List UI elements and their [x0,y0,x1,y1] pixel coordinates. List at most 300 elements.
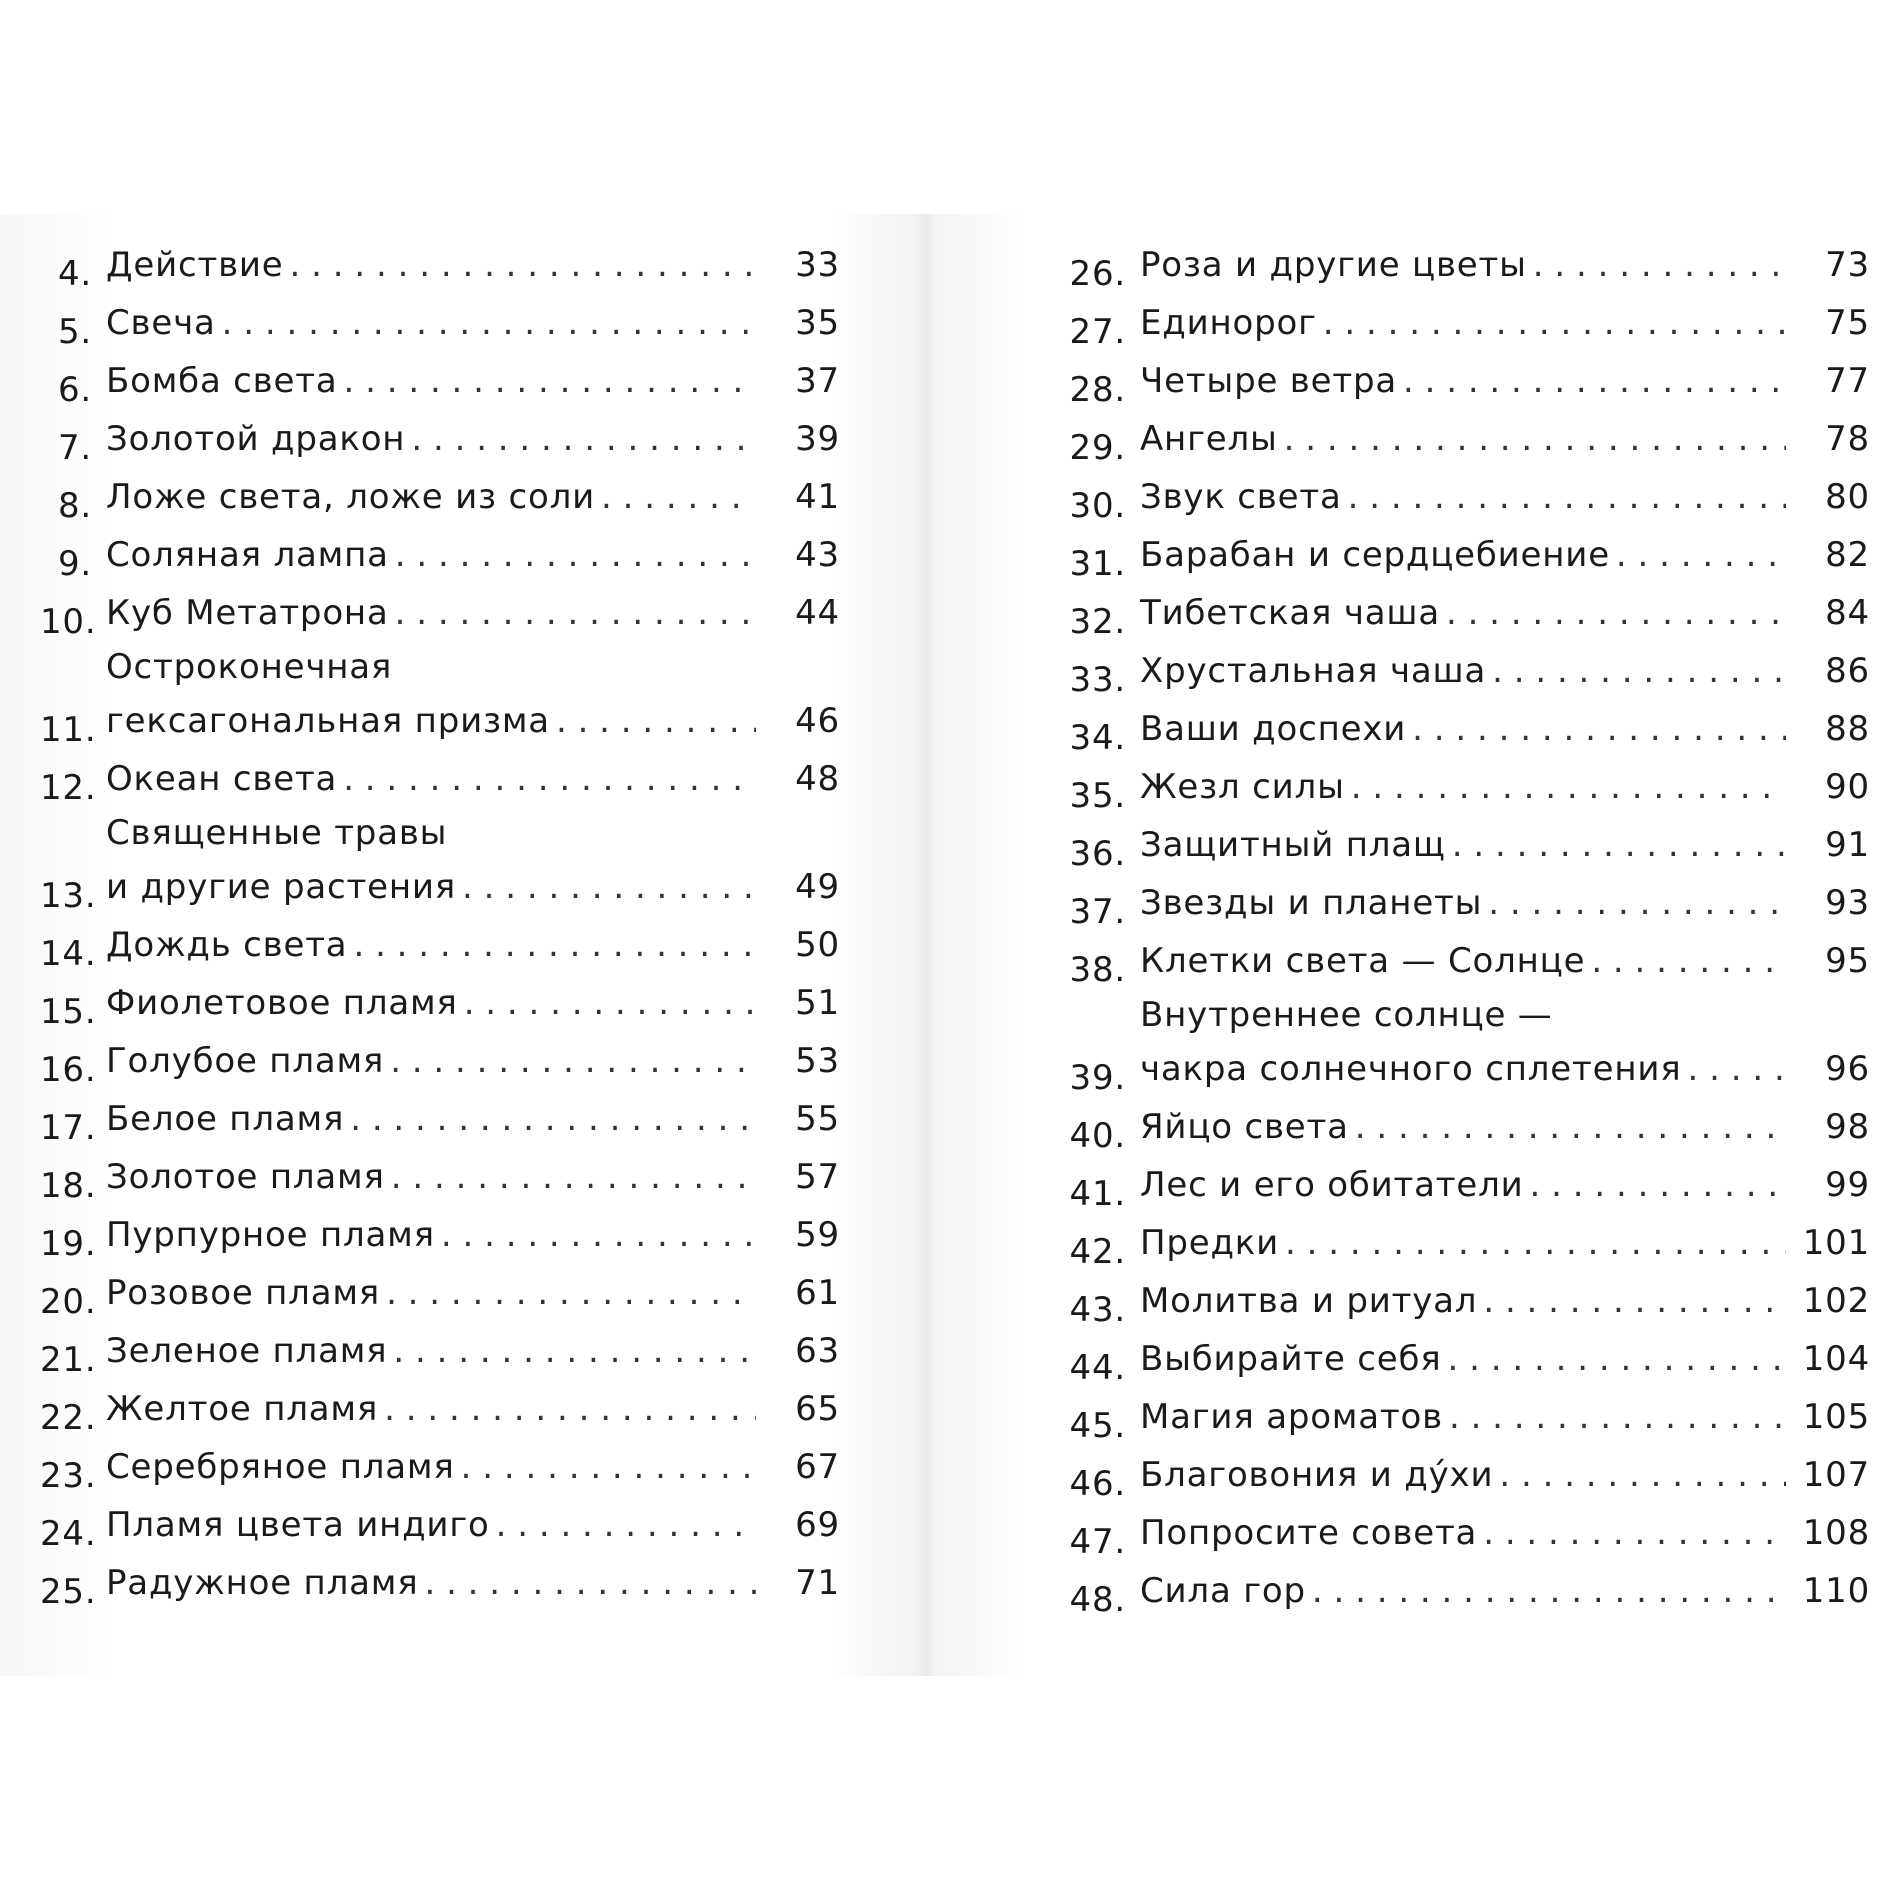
entry-title: Хрустальная чаша [1140,651,1487,691]
toc-entry [1060,1562,1870,1620]
dot-leader [395,526,756,584]
entry-title: Ангелы [1140,419,1278,459]
entry-title: Океан света [106,759,338,799]
entry-title-first-line: Внутреннее солнце — [1140,995,1553,1035]
entry-title-line [106,1322,840,1380]
entry-page-number: 49 [795,867,840,907]
dot-leader [464,974,756,1032]
entry-body [1140,1098,1870,1156]
toc-entry [40,1264,840,1322]
entry-title-line [106,974,840,1032]
toc-entry [1060,1098,1870,1156]
entry-title-line [1140,1098,1870,1156]
dot-leader [222,294,756,352]
entry-number: 27. [1069,312,1126,352]
dot-leader [1688,1040,1786,1098]
entry-title-line [1140,410,1870,468]
dot-leader [1483,1504,1786,1562]
entry-number: 33. [1069,660,1126,700]
toc-entry [40,1148,840,1206]
toc-entry [40,236,840,294]
dot-leader [1591,932,1786,990]
entry-body [106,750,840,808]
entry-title-line [1140,1562,1870,1620]
entry-page-number: 86 [1825,651,1870,691]
entry-body [106,410,840,468]
entry-title: чакра солнечного сплетения [1140,1049,1682,1089]
entry-title-line [106,1090,840,1148]
entry-title-line [1140,1504,1870,1562]
entry-page-number: 33 [795,245,840,285]
toc-entry [1060,584,1870,642]
entry-number: 29. [1069,428,1126,468]
entry-page-number: 50 [795,925,840,965]
entry-page-number: 75 [1825,303,1870,343]
entry-title-line [1140,1330,1870,1388]
dot-leader [390,1032,756,1090]
entry-title: Пурпурное пламя [106,1215,435,1255]
entry-body [106,808,840,916]
entry-body [1140,352,1870,410]
entry-body [1140,1446,1870,1504]
entry-title: Зеленое пламя [106,1331,388,1371]
entry-body [106,526,840,584]
entry-title-first-line: Остроконечная [106,647,393,687]
entry-page-number: 101 [1802,1223,1870,1263]
entry-number: 20. [40,1282,97,1322]
entry-number: 46. [1069,1464,1126,1504]
entry-title-line [1140,468,1870,526]
entry-title: Пламя цвета индиго [106,1505,490,1545]
toc-entry [40,352,840,410]
dot-leader [384,1380,756,1438]
entry-number: 32. [1069,602,1126,642]
entry-page-number: 48 [795,759,840,799]
entry-page-number: 73 [1825,245,1870,285]
entry-title: и другие растения [106,867,457,907]
entry-page-number: 88 [1825,709,1870,749]
entry-title-line [1140,352,1870,410]
entry-body [106,916,840,974]
entry-title: Сила гор [1140,1571,1306,1611]
dot-leader [290,236,756,294]
toc-entry [40,1090,840,1148]
entry-title: Бомба света [106,361,338,401]
dot-leader [1533,236,1786,294]
entry-page-number: 41 [795,477,840,517]
toc-right-column [1060,236,1870,1620]
entry-title: Голубое пламя [106,1041,385,1081]
entry-body [1140,1272,1870,1330]
entry-number: 28. [1069,370,1126,410]
entry-page-number: 95 [1825,941,1870,981]
entry-title-line [1140,1388,1870,1446]
dot-leader [353,916,756,974]
entry-title-line [106,236,840,294]
toc-entry [1060,1330,1870,1388]
entry-title-line [1140,1214,1870,1272]
entry-number: 48. [1069,1580,1126,1620]
dot-leader [391,1148,756,1206]
entry-title-line [106,750,840,808]
entry-number: 35. [1069,776,1126,816]
toc-entry [1060,1214,1870,1272]
toc-entry [40,1438,840,1496]
toc-entry [40,808,840,916]
entry-number: 40. [1069,1116,1126,1156]
toc-entry [1060,990,1870,1098]
entry-page-number: 110 [1802,1571,1870,1611]
toc-entry [1060,1388,1870,1446]
entry-number: 39. [1069,1058,1126,1098]
toc-entry [40,1554,840,1612]
toc-entry [40,1032,840,1090]
toc-entry [40,642,840,750]
entry-title: Желтое пламя [106,1389,379,1429]
dot-leader [1446,584,1786,642]
entry-page-number: 90 [1825,767,1870,807]
dot-leader [343,352,756,410]
toc-entry [40,468,840,526]
toc-left-column [40,236,840,1612]
dot-leader [461,1438,756,1496]
toc-entry [40,1322,840,1380]
entry-title: Дождь света [106,925,348,965]
entry-title: Ложе света, ложе из соли [106,477,596,517]
entry-title: Фиолетовое пламя [106,983,458,1023]
toc-entry [1060,932,1870,990]
entry-body [1140,990,1870,1098]
entry-page-number: 39 [795,419,840,459]
entry-body [106,1148,840,1206]
entry-number: 30. [1069,486,1126,526]
entry-page-number: 35 [795,303,840,343]
entry-title-line [1140,526,1870,584]
entry-body [106,1322,840,1380]
entry-title: Розовое пламя [106,1273,381,1313]
toc-entry [1060,700,1870,758]
entry-page-number: 82 [1825,535,1870,575]
entry-page-number: 78 [1825,419,1870,459]
entry-title: гексагональная призма [106,701,550,741]
entry-number: 24. [40,1514,97,1554]
entry-body [1140,816,1870,874]
entry-number: 23. [40,1456,97,1496]
entry-number: 34. [1069,718,1126,758]
entry-title-line [106,858,840,916]
entry-title: Звезды и планеты [1140,883,1483,923]
entry-body [106,584,840,642]
entry-page-number: 43 [795,535,840,575]
entry-number: 45. [1069,1406,1126,1446]
toc-entry [1060,1446,1870,1504]
dot-leader [1412,700,1786,758]
entry-body [106,1206,840,1264]
entry-body [1140,410,1870,468]
entry-title: Соляная лампа [106,535,389,575]
entry-number: 42. [1069,1232,1126,1272]
entry-body [1140,1504,1870,1562]
dot-leader [1351,758,1786,816]
toc-entry [1060,352,1870,410]
entry-number: 26. [1069,254,1126,294]
entry-title-first-line: Священные травы [106,813,448,853]
dot-leader [424,1554,756,1612]
entry-title-line [1140,758,1870,816]
entry-body [106,1032,840,1090]
entry-title-line [106,1438,840,1496]
entry-title: Серебряное пламя [106,1447,455,1487]
entry-body [1140,468,1870,526]
toc-entry [40,1206,840,1264]
entry-number: 25. [40,1572,97,1612]
entry-title-line [1140,700,1870,758]
toc-entry [1060,1156,1870,1214]
entry-number: 14. [40,934,97,974]
entry-body [106,974,840,1032]
entry-body [106,642,840,750]
entry-page-number: 102 [1802,1281,1870,1321]
entry-body [106,1496,840,1554]
entry-title: Ваши доспехи [1140,709,1407,749]
dot-leader [1499,1446,1786,1504]
toc-entry [40,294,840,352]
entry-title-line [106,1206,840,1264]
entry-page-number: 61 [795,1273,840,1313]
toc-entry [1060,236,1870,294]
dot-leader [1312,1562,1786,1620]
entry-title: Тибетская чаша [1140,593,1440,633]
entry-body [106,1554,840,1612]
entry-body [106,1438,840,1496]
entry-number: 4. [57,254,92,294]
entry-title: Магия ароматов [1140,1397,1443,1437]
entry-page-number: 55 [795,1099,840,1139]
entry-title: Благовония и ду́хи [1140,1455,1494,1495]
entry-body [1140,1388,1870,1446]
entry-body [1140,874,1870,932]
entry-page-number: 80 [1825,477,1870,517]
dot-leader [1448,1330,1786,1388]
entry-title: Барабан и сердцебиение [1140,535,1610,575]
entry-body [1140,1330,1870,1388]
entry-title: Четыре ветра [1140,361,1397,401]
entry-page-number: 93 [1825,883,1870,923]
entry-title: Защитный плащ [1140,825,1446,865]
entry-title: Яйцо света [1140,1107,1349,1147]
entry-number: 16. [40,1050,97,1090]
entry-title-line [106,294,840,352]
entry-page-number: 96 [1825,1049,1870,1089]
entry-number: 7. [57,428,92,468]
entry-body [106,294,840,352]
entry-title-line [106,352,840,410]
entry-number: 22. [40,1398,97,1438]
entry-page-number: 37 [795,361,840,401]
dot-leader [1483,1272,1786,1330]
entry-title: Молитва и ритуал [1140,1281,1478,1321]
entry-title: Действие [106,245,284,285]
toc-entry [40,974,840,1032]
entry-title-line [1140,1446,1870,1504]
entry-title: Предки [1140,1223,1280,1263]
entry-number: 36. [1069,834,1126,874]
entry-title-line [1140,584,1870,642]
entry-page-number: 63 [795,1331,840,1371]
entry-page-number: 59 [795,1215,840,1255]
entry-page-number: 44 [795,593,840,633]
toc-entry [1060,468,1870,526]
entry-title: Свеча [106,303,216,343]
entry-page-number: 98 [1825,1107,1870,1147]
entry-title-line [106,1380,840,1438]
entry-body [106,1264,840,1322]
entry-body [106,352,840,410]
entry-number: 38. [1069,950,1126,990]
entry-page-number: 104 [1802,1339,1870,1379]
dot-leader [496,1496,756,1554]
entry-title-line [1140,816,1870,874]
entry-title-line [106,526,840,584]
toc-entry [1060,874,1870,932]
entry-page-number: 57 [795,1157,840,1197]
dot-leader [1616,526,1786,584]
entry-title-line [1140,932,1870,990]
entry-body [1140,1156,1870,1214]
entry-body [106,236,840,294]
dot-leader [386,1264,756,1322]
dot-leader [393,1322,756,1380]
entry-title-line [106,584,840,642]
entry-body [1140,932,1870,990]
entry-number: 8. [57,486,92,526]
dot-leader [1355,1098,1786,1156]
entry-page-number: 105 [1802,1397,1870,1437]
entry-body [1140,584,1870,642]
entry-number: 37. [1069,892,1126,932]
entry-title: Золотой дракон [106,419,406,459]
entry-page-number: 99 [1825,1165,1870,1205]
dot-leader [1323,294,1786,352]
dot-leader [350,1090,756,1148]
entry-body [1140,1214,1870,1272]
dot-leader [1488,874,1786,932]
entry-page-number: 77 [1825,361,1870,401]
entry-page-number: 53 [795,1041,840,1081]
dot-leader [1449,1388,1786,1446]
dot-leader [556,692,756,750]
entry-title-line [106,1032,840,1090]
entry-page-number: 69 [795,1505,840,1545]
entry-page-number: 51 [795,983,840,1023]
entry-title: Клетки света — Солнце [1140,941,1586,981]
toc-entry [1060,758,1870,816]
toc-entry [1060,1272,1870,1330]
entry-page-number: 71 [795,1563,840,1603]
toc-entry [1060,294,1870,352]
entry-number: 17. [40,1108,97,1148]
dot-leader [1492,642,1786,700]
entry-page-number: 67 [795,1447,840,1487]
entry-body [1140,526,1870,584]
entry-page-number: 65 [795,1389,840,1429]
entry-title-line [1140,236,1870,294]
entry-title: Куб Метатрона [106,593,389,633]
entry-body [1140,236,1870,294]
dot-leader [1452,816,1786,874]
dot-leader [343,750,756,808]
entry-body [1140,700,1870,758]
entry-number: 21. [40,1340,97,1380]
dot-leader [411,410,756,468]
dot-leader [1284,410,1786,468]
entry-title-line [1140,294,1870,352]
entry-number: 12. [40,768,97,808]
toc-entry [40,584,840,642]
entry-title-line [1140,642,1870,700]
entry-body [1140,758,1870,816]
entry-title-line [106,1148,840,1206]
entry-body [1140,1562,1870,1620]
entry-title-line [1140,1272,1870,1330]
entry-title-line [1140,874,1870,932]
entry-number: 31. [1069,544,1126,584]
entry-title-line [106,1264,840,1322]
entry-page-number: 107 [1802,1455,1870,1495]
entry-number: 43. [1069,1290,1126,1330]
entry-title-line [106,916,840,974]
entry-number: 6. [57,370,92,410]
entry-title-line [106,1496,840,1554]
entry-number: 47. [1069,1522,1126,1562]
dot-leader [441,1206,756,1264]
toc-entry [40,750,840,808]
entry-page-number: 91 [1825,825,1870,865]
entry-title: Радужное пламя [106,1563,419,1603]
dot-leader [601,468,756,526]
entry-body [1140,294,1870,352]
entry-number: 44. [1069,1348,1126,1388]
dot-leader [1348,468,1786,526]
dot-leader [1403,352,1786,410]
toc-entry [1060,1504,1870,1562]
entry-title: Выбирайте себя [1140,1339,1442,1379]
entry-title: Звук света [1140,477,1342,517]
toc-entry [40,410,840,468]
entry-title-line [106,410,840,468]
entry-number: 41. [1069,1174,1126,1214]
entry-number: 18. [40,1166,97,1206]
dot-leader [1530,1156,1786,1214]
entry-title: Белое пламя [106,1099,345,1139]
toc-entry [40,916,840,974]
dot-leader [395,584,756,642]
toc-entry [40,1496,840,1554]
toc-entry [1060,642,1870,700]
entry-page-number: 84 [1825,593,1870,633]
entry-number: 11. [40,710,97,750]
entry-number: 5. [57,312,92,352]
dot-leader [462,858,756,916]
entry-page-number: 108 [1802,1513,1870,1553]
entry-title: Роза и другие цветы [1140,245,1527,285]
entry-title-line [106,468,840,526]
entry-title-line [106,692,840,750]
entry-title-line [1140,1040,1870,1098]
entry-number: 9. [57,544,92,584]
toc-entry [40,1380,840,1438]
entry-number: 10. [40,602,97,642]
